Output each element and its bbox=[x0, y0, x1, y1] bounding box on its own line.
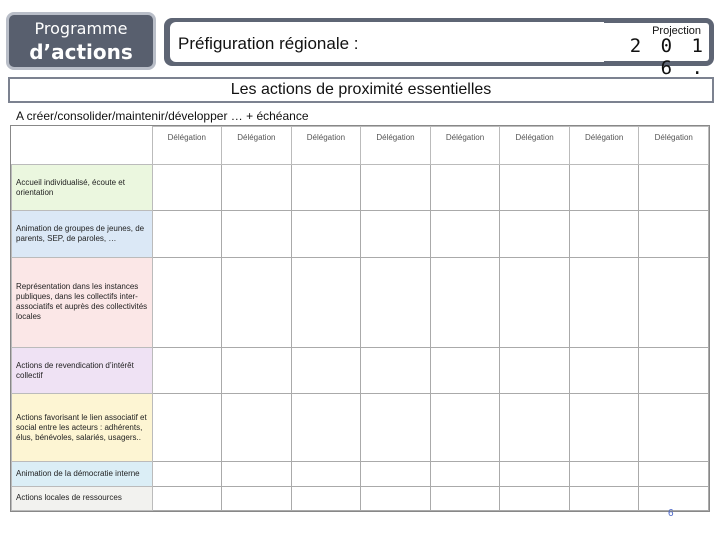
table-cell[interactable] bbox=[291, 165, 361, 211]
table-cell[interactable] bbox=[500, 211, 570, 257]
column-header: Délégation bbox=[361, 127, 431, 165]
table-cell[interactable] bbox=[152, 462, 222, 486]
programme-badge bbox=[6, 12, 156, 70]
table-cell[interactable] bbox=[291, 347, 361, 393]
table-cell[interactable] bbox=[222, 462, 292, 486]
planning-grid bbox=[11, 126, 709, 511]
table-cell[interactable] bbox=[430, 462, 500, 486]
header-bar bbox=[4, 12, 716, 79]
row-label: Animation de groupes de jeunes, de parents, SEP, de paroles, … bbox=[12, 211, 153, 257]
table-cell[interactable] bbox=[291, 462, 361, 486]
column-header: Délégation bbox=[500, 127, 570, 165]
table-corner bbox=[12, 127, 153, 165]
section-subtitle: Les actions de proximité essentielles bbox=[8, 77, 714, 103]
table-cell[interactable] bbox=[291, 486, 361, 510]
row-label: Animation de la démocratie interne bbox=[12, 462, 153, 486]
row-label: Actions locales de ressources bbox=[12, 486, 153, 510]
table-cell[interactable] bbox=[291, 257, 361, 347]
column-header: Délégation bbox=[222, 127, 292, 165]
table-cell[interactable] bbox=[639, 347, 709, 393]
table-row bbox=[12, 257, 709, 347]
programme-line2: d’actions bbox=[29, 40, 133, 64]
title-panel bbox=[170, 22, 663, 62]
table-cell[interactable] bbox=[222, 211, 292, 257]
table-row bbox=[12, 211, 709, 257]
projection-box bbox=[604, 18, 714, 79]
table-cell[interactable] bbox=[569, 347, 639, 393]
projection-label: Projection bbox=[652, 25, 701, 37]
table-cell[interactable] bbox=[639, 462, 709, 486]
table-cell[interactable] bbox=[500, 486, 570, 510]
page-title: Préfiguration régionale : bbox=[178, 34, 359, 53]
table-cell[interactable] bbox=[430, 257, 500, 347]
table-cell[interactable] bbox=[639, 394, 709, 462]
table-cell[interactable] bbox=[569, 486, 639, 510]
table-row bbox=[12, 486, 709, 510]
page-number: 6 bbox=[668, 508, 674, 519]
column-header: Délégation bbox=[291, 127, 361, 165]
planning-table bbox=[10, 125, 710, 512]
column-header: Délégation bbox=[152, 127, 222, 165]
table-cell[interactable] bbox=[639, 211, 709, 257]
table-cell[interactable] bbox=[430, 394, 500, 462]
table-row bbox=[12, 347, 709, 393]
table-cell[interactable] bbox=[569, 462, 639, 486]
table-row bbox=[12, 165, 709, 211]
table-header-row bbox=[12, 127, 709, 165]
table-body bbox=[12, 165, 709, 511]
table-cell[interactable] bbox=[152, 165, 222, 211]
table-cell[interactable] bbox=[500, 257, 570, 347]
table-cell[interactable] bbox=[569, 211, 639, 257]
table-cell[interactable] bbox=[500, 394, 570, 462]
table-cell[interactable] bbox=[152, 257, 222, 347]
table-cell[interactable] bbox=[152, 347, 222, 393]
table-cell[interactable] bbox=[430, 211, 500, 257]
table-cell[interactable] bbox=[222, 347, 292, 393]
table-cell[interactable] bbox=[430, 347, 500, 393]
row-label: Accueil individualisé, écoute et orientation bbox=[12, 165, 153, 211]
column-header: Délégation bbox=[639, 127, 709, 165]
title-frame bbox=[164, 18, 669, 66]
programme-line1: Programme bbox=[34, 19, 128, 38]
instruction-text: A créer/consolider/maintenir/développer … + échéance bbox=[16, 109, 309, 123]
table-cell[interactable] bbox=[500, 462, 570, 486]
table-cell[interactable] bbox=[500, 347, 570, 393]
table-cell[interactable] bbox=[361, 211, 431, 257]
table-cell[interactable] bbox=[152, 486, 222, 510]
table-cell[interactable] bbox=[639, 165, 709, 211]
table-cell[interactable] bbox=[430, 486, 500, 510]
column-header: Délégation bbox=[430, 127, 500, 165]
table-cell[interactable] bbox=[361, 462, 431, 486]
table-cell[interactable] bbox=[430, 165, 500, 211]
table-cell[interactable] bbox=[361, 347, 431, 393]
column-header: Délégation bbox=[569, 127, 639, 165]
table-row bbox=[12, 394, 709, 462]
table-cell[interactable] bbox=[291, 211, 361, 257]
table-cell[interactable] bbox=[361, 394, 431, 462]
row-label: Actions favorisant le lien associatif et social entre les acteurs : adhérents, élus, bénévoles, salariés, usagers.. bbox=[12, 394, 153, 462]
table-cell[interactable] bbox=[569, 257, 639, 347]
table-cell[interactable] bbox=[361, 165, 431, 211]
table-row bbox=[12, 462, 709, 486]
table-cell[interactable] bbox=[569, 394, 639, 462]
projection-year: 2 0 1 6 . bbox=[629, 35, 707, 79]
row-label: Représentation dans les instances publiques, dans les collectifs inter-associatifs et auprès des collectivités locales bbox=[12, 257, 153, 347]
table-cell[interactable] bbox=[361, 257, 431, 347]
table-cell[interactable] bbox=[361, 486, 431, 510]
table-cell[interactable] bbox=[222, 165, 292, 211]
table-cell[interactable] bbox=[222, 394, 292, 462]
table-cell[interactable] bbox=[569, 165, 639, 211]
table-cell[interactable] bbox=[222, 257, 292, 347]
table-cell[interactable] bbox=[639, 257, 709, 347]
table-cell[interactable] bbox=[639, 486, 709, 510]
table-cell[interactable] bbox=[291, 394, 361, 462]
table-cell[interactable] bbox=[222, 486, 292, 510]
table-cell[interactable] bbox=[152, 211, 222, 257]
table-cell[interactable] bbox=[152, 394, 222, 462]
table-cell[interactable] bbox=[500, 165, 570, 211]
row-label: Actions de revendication d’intérêt collectif bbox=[12, 347, 153, 393]
